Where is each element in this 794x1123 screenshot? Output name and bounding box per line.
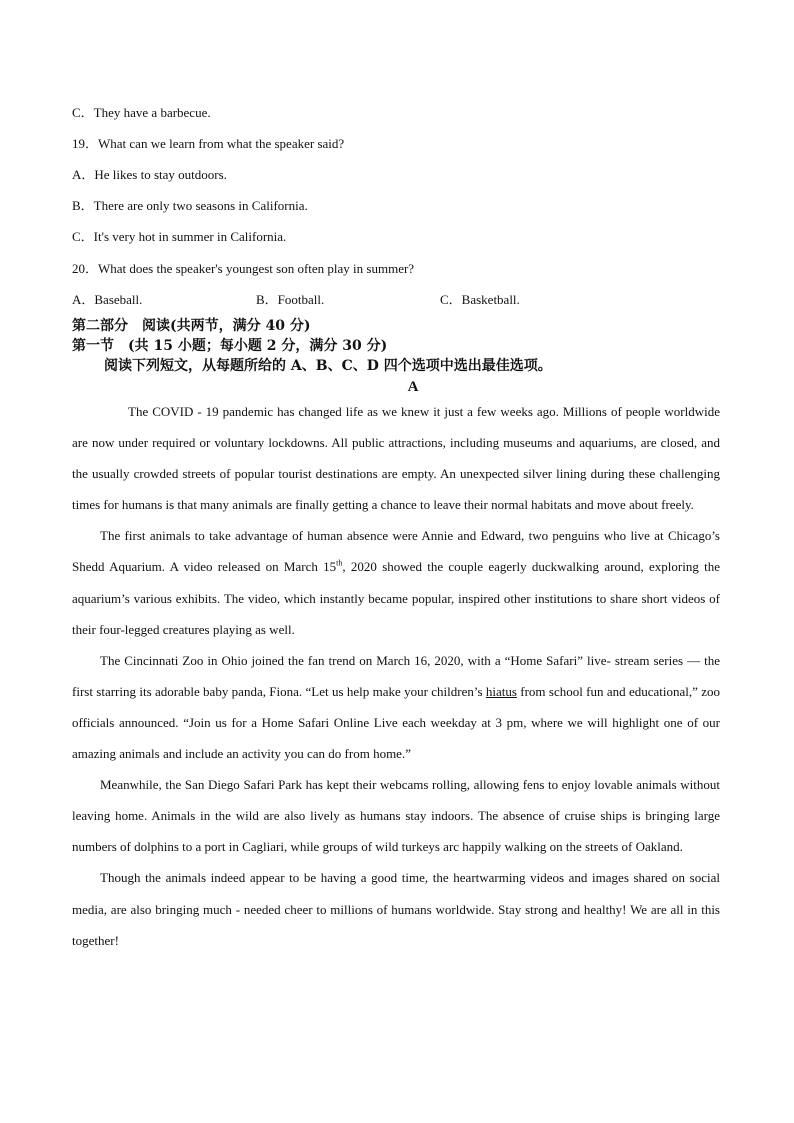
q20-stem: 20．What does the speaker's youngest son often play in summer? xyxy=(72,261,415,276)
ordinal-superscript: th xyxy=(336,559,343,569)
passage-paragraph-3 xyxy=(72,645,720,769)
q19-stem: 19．What can we learn from what the speaker said? xyxy=(72,136,345,151)
q20-option-c: C．Basketball. xyxy=(440,292,520,307)
q19-option-a: A．He likes to stay outdoors. xyxy=(72,167,227,182)
q19-option-c: C．It's very hot in summer in California. xyxy=(72,229,287,244)
q19-option-b: B．There are only two seasons in California. xyxy=(72,198,308,213)
paragraph-2-text-start: The first animals to take advantage of human absence were Annie and Edward, two penguins who live at Chicago’s Shedd Aquarium. A video released on March 15 xyxy=(72,528,720,575)
q18-option-c: C．They have a barbecue. xyxy=(72,105,211,120)
passage-body xyxy=(72,396,720,956)
paragraph-3-text-end: from school fun and educational,” zoo officials announced. “Join us for a Home Safari Online Live each weekday at 3 pm, where we will highlight one of our amazing animals and include an activity you can do from home.” xyxy=(72,683,720,762)
passage-paragraph-5: Though the animals indeed appear to be having a good time, the heartwarming videos and images shared on social media, are also bringing much - needed cheer to millions of humans worldwide. Stay strong and healthy! We are all in this together! xyxy=(72,870,720,948)
paragraph-2-text-end: , 2020 showed the couple eagerly duckwalking around, exploring the aquarium’s various exhibits. The video, which instantly became popular, inspired other institutions to share short videos of their four-legged creatures playing as well. xyxy=(72,559,720,637)
q20-option-b: B．Football. xyxy=(256,292,325,307)
passage-paragraph-1: The COVID - 19 pandemic has changed life as we knew it just a few weeks ago. Millions of people worldwide are now under required or voluntary lockdowns. All public attractions, including museums and aquariums, are closed, and the usually crowded streets of popular tourist destinations are empty. An unexpected silver lining during these challenging times for humans is that many animals are finally getting a chance to leave their normal habitats and move about freely. xyxy=(72,404,720,513)
part-title: 第二部分 阅读(共两节，满分 40 分) xyxy=(72,318,311,334)
reading-instruction: 阅读下列短文，从每题所给的 A、B、C、D 四个选项中选出最佳选项。 xyxy=(104,358,552,374)
passage-paragraph-4: Meanwhile, the San Diego Safari Park has kept their webcams rolling, allowing fens to enjoy lovable animals without leaving home. Animals in the wild are also lively as humans stay indoors. The absence of cruise ships is bringing large numbers of dolphins to a port in Cagliari, while groups of wild turkeys arc happily walking on the streets of Oakland. xyxy=(72,777,720,855)
passage-paragraph-2 xyxy=(72,520,720,644)
passage-label: A xyxy=(407,379,419,395)
q20-option-a: A．Baseball. xyxy=(72,292,143,307)
paragraph-3-text-start: The Cincinnati Zoo in Ohio joined the fan trend on March 16, 2020, with a “Home Safari” live- stream series — the first starring its adorable baby panda, Fiona. “Let us help make your children’s xyxy=(72,652,720,699)
underlined-word: hiatus xyxy=(485,683,517,699)
subsection-title: 第一节 (共 15 小题；每小题 2 分，满分 30 分) xyxy=(72,338,388,354)
